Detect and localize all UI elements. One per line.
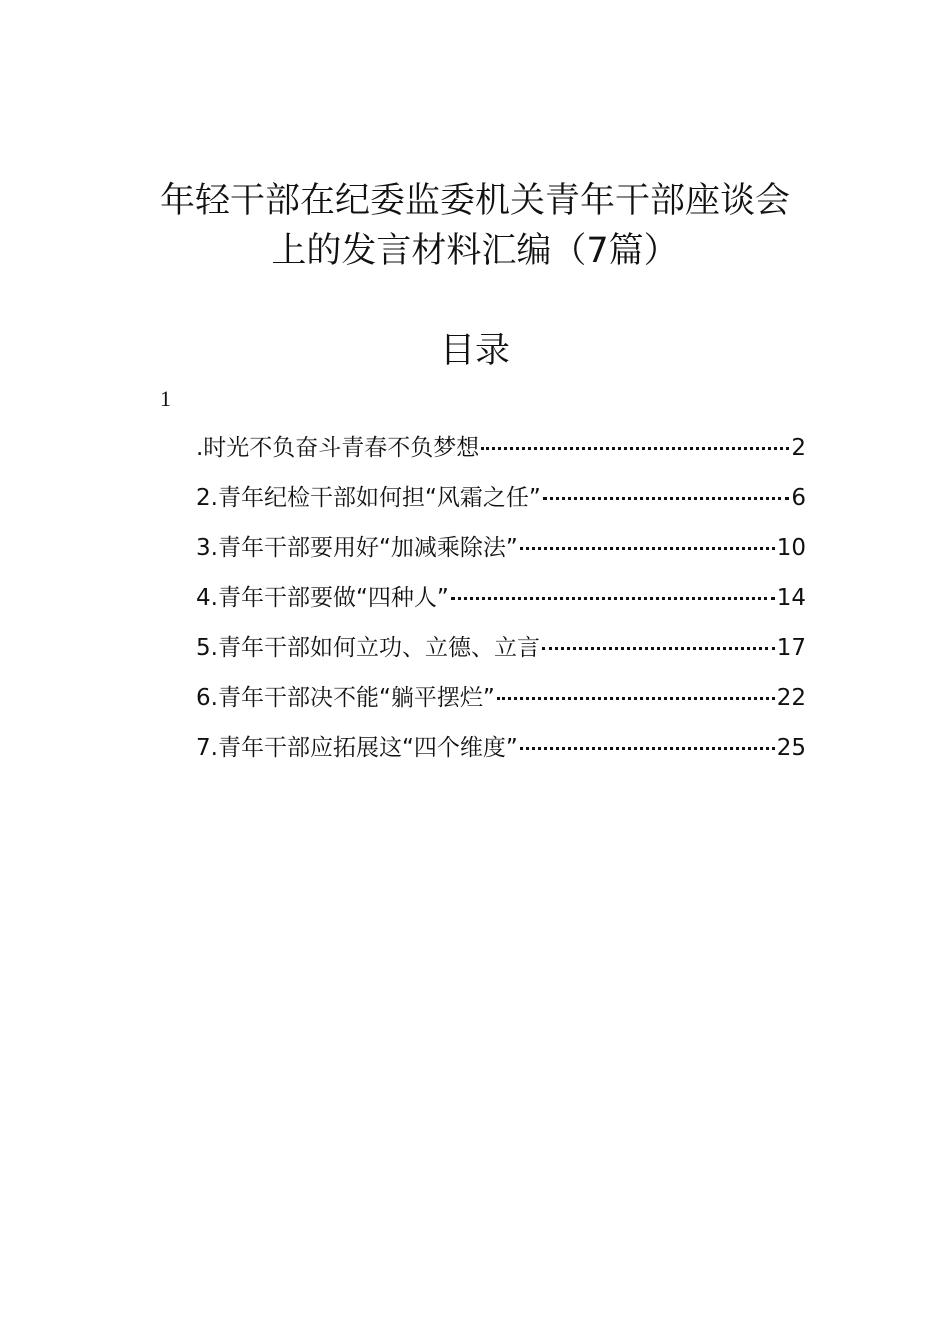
toc-entry-page: 25 [776,735,806,761]
toc-entry-page: 22 [776,685,806,711]
toc-entry-label: 2.青年纪检干部如何担“风霜之任” [196,485,541,511]
stray-number: 1 [160,386,171,411]
toc-entry[interactable] [196,630,806,680]
toc-entry-page: 2 [791,435,806,461]
toc-entry[interactable] [196,530,806,580]
toc-dot-leader [520,747,775,750]
toc-entry-page: 6 [791,485,806,511]
toc-entry-page: 17 [776,635,806,661]
toc-entry-label: 4.青年干部要做“四种人” [196,585,449,611]
toc-entry[interactable] [196,730,806,780]
toc-dot-leader [520,547,775,550]
toc-dot-leader [542,647,775,650]
toc-entry[interactable] [196,580,806,630]
toc-dot-leader [481,447,789,450]
toc-entry-label: 7.青年干部应拓展这“四个维度” [196,735,518,761]
toc-entry-label: 5.青年干部如何立功、立德、立言 [196,635,540,661]
toc-entry[interactable] [196,480,806,530]
toc-entry-label: 3.青年干部要用好“加减乘除法” [196,535,518,561]
table-of-contents [196,430,806,780]
toc-entry[interactable] [196,430,806,480]
document-title-line-1: 年轻干部在纪委监委机关青年干部座谈会 [159,181,790,221]
toc-dot-leader [497,697,775,700]
toc-entry[interactable] [196,680,806,730]
toc-dot-leader [543,497,790,500]
toc-entry-label: .时光不负奋斗青春不负梦想 [196,435,480,461]
toc-entry-label: 6.青年干部决不能“躺平摆烂” [196,685,495,711]
toc-entry-page: 14 [776,585,806,611]
document-title-line-2: 上的发言材料汇编（7篇） [271,231,679,271]
toc-heading: 目录 [439,331,510,371]
toc-entry-page: 10 [776,535,806,561]
toc-dot-leader [451,597,775,600]
